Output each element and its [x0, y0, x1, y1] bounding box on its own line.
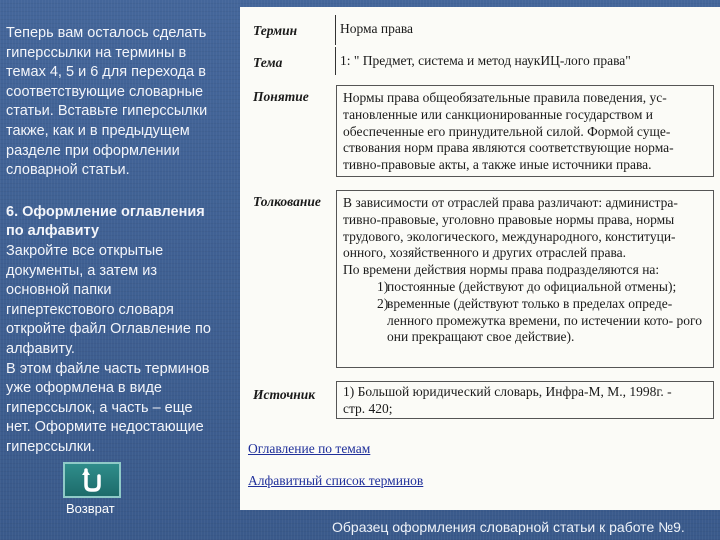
list-text: временные (действуют только в пределах опреде- [387, 295, 673, 311]
list-item [343, 296, 707, 346]
concept-label: Понятие [253, 89, 309, 104]
back-button[interactable] [63, 462, 121, 498]
interpretation-list [343, 279, 707, 346]
instructions-panel [6, 24, 238, 457]
source-line: 1) Большой юридический словарь, Инфра-М, М., 1998г. - [343, 384, 672, 399]
interpretation-label: Толкование [253, 194, 321, 209]
return-arrow-icon [79, 467, 105, 493]
interpretation-line: онного, хозяйственного и других отраслей права. [343, 245, 627, 261]
concept-line: тановленные или санкционированные государством и [343, 106, 653, 122]
alphabetical-list-link[interactable]: Алфавитный список терминов [248, 473, 424, 488]
intro-line: темах 4, 5 и 6 для перехода в [6, 64, 206, 81]
list-text: ленного промежутка времени, по истечении кото- [387, 312, 674, 328]
interpretation-line: тивно-правовые, уголовно правовые нормы права, нормы [343, 211, 675, 227]
intro-line: статьи. Вставьте гиперссылки [6, 103, 208, 120]
concept-line: ствования норм права являются соответствующие норма- [343, 140, 674, 156]
body-line: В этом файле часть терминов [6, 360, 210, 377]
document-view [240, 7, 720, 510]
theme-value: 1: " Предмет, система и метод наукИЦ-лого права" [340, 53, 631, 68]
concept-line: тивно-правовые акты, а также иные источники права. [343, 157, 652, 173]
concept-line: Нормы права общеобязательные правила поведения, ус- [343, 90, 667, 105]
slide-caption: Образец оформления словарной статьи к работе №9. [332, 519, 685, 535]
source-box [336, 381, 714, 419]
intro-line: соответствующие словарные [6, 83, 204, 100]
interpretation-line: По времени действия нормы права подразделяются на: [343, 262, 660, 278]
body-line: гипертекстового словаря [6, 301, 174, 318]
list-text: постоянные (действуют до официальной отмены); [387, 278, 677, 294]
section-title: по алфавиту [6, 223, 100, 240]
intro-line: разделе при оформлении [6, 142, 180, 159]
body-line: уже оформлена в виде [6, 380, 162, 397]
body-line: гиперссылки. [6, 438, 96, 455]
body-line: откройте файл Оглавление по [6, 321, 211, 338]
back-label: Возврат [66, 501, 115, 516]
term-label: Термин [253, 23, 298, 38]
list-number: 1) [377, 278, 389, 294]
body-line: основной папки [6, 282, 112, 299]
intro-line: гиперссылки на термины в [6, 44, 187, 61]
theme-label: Тема [253, 55, 283, 70]
source-label: Источник [253, 387, 316, 402]
body-line: документы, а затем из [6, 262, 158, 279]
intro-line: также, как и в предыдущем [6, 122, 190, 139]
body-line: алфавиту. [6, 340, 75, 357]
intro-line: Теперь вам осталось сделать [6, 25, 207, 41]
source-line: стр. 420; [343, 400, 393, 416]
interpretation-box [336, 190, 714, 368]
body-line: гиперссылок, а часть – еще [6, 399, 193, 416]
body-line: нет. Оформите недостающие [6, 419, 204, 436]
toc-by-topic-link[interactable]: Оглавление по темам [248, 441, 371, 456]
concept-box [336, 85, 714, 177]
interpretation-line: трудового, экологического, международного, конституци- [343, 228, 676, 244]
term-value: Норма права [340, 21, 414, 36]
interpretation-line: В зависимости от отраслей права различают: администра- [343, 195, 678, 210]
list-item [343, 279, 707, 296]
list-number: 2) [377, 295, 389, 311]
list-text: рого они прекращают свое действие). [387, 312, 702, 345]
concept-line: обеспеченные его принудительной силой. Формой суще- [343, 123, 671, 139]
intro-line: словарной статьи. [6, 162, 130, 179]
body-line: Закройте все открытые [6, 242, 164, 259]
section-title: 6. Оформление оглавления [6, 203, 205, 220]
